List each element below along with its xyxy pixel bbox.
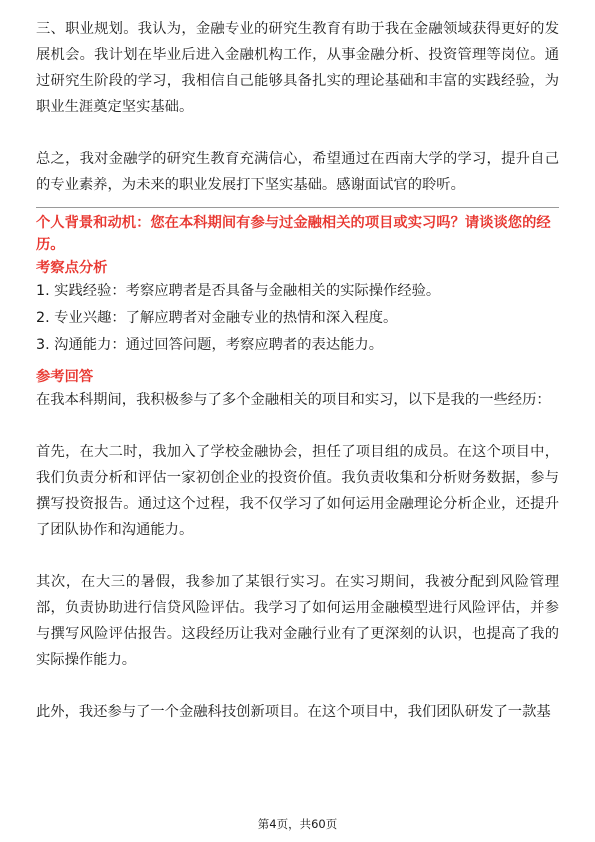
conclusion-paragraph: 总之，我对金融学的研究生教育充满信心，希望通过在西南大学的学习，提升自己的专业素养，为未来的职业发展打下坚实基础。感谢面试官的聆听。 bbox=[36, 151, 559, 193]
career-plan-paragraph: 三、职业规划。我认为，金融专业的研究生教育有助于我在金融领域获得更好的发展机会。我计划在毕业后进入金融机构工作，从事金融分析、投资管理等岗位。通过研究生阶段的学习，我相信自己能够具备扎实的理论基础和丰富的实践经验，为职业生涯奠定坚实基础。 bbox=[36, 21, 559, 115]
analysis-title: 考察点分析 bbox=[36, 260, 108, 276]
analysis-item: 3. 沟通能力：通过回答问题，考察应聘者的表达能力。 bbox=[36, 337, 384, 353]
analysis-item: 2. 专业兴趣：了解应聘者对金融专业的热情和深入程度。 bbox=[36, 310, 398, 326]
answer-title: 参考回答 bbox=[36, 369, 94, 385]
answer-opening: 在我本科期间，我积极参与了多个金融相关的项目和实习，以下是我的一些经历： bbox=[36, 392, 551, 408]
answer-paragraph: 其次，在大三的暑假，我参加了某银行实习。在实习期间，我被分配到风险管理部，负责协助进行信贷风险评估。我学习了如何运用金融模型进行风险评估，并参与撰写风险评估报告。这段经历让我对金融行业有了更深刻的认识，也提高了我的实际操作能力。 bbox=[36, 574, 559, 668]
document-page bbox=[36, 16, 559, 725]
section-divider bbox=[36, 207, 559, 208]
page-number: 第4页，共60页 bbox=[257, 817, 338, 831]
answer-paragraph: 此外，我还参与了一个金融科技创新项目。在这个项目中，我们团队研发了一款基 bbox=[36, 704, 551, 720]
question-heading: 个人背景和动机：您在本科期间有参与过金融相关的项目或实习吗？请谈谈您的经历。 bbox=[36, 215, 551, 253]
analysis-item: 1. 实践经验：考察应聘者是否具备与金融相关的实际操作经验。 bbox=[36, 283, 441, 299]
answer-paragraph: 首先，在大二时，我加入了学校金融协会，担任了项目组的成员。在这个项目中，我们负责分析和评估一家初创企业的投资价值。我负责收集和分析财务数据，参与撰写投资报告。通过这个过程，我不仅学习了如何运用金融理论分析企业，还提升了团队协作和沟通能力。 bbox=[36, 444, 559, 538]
